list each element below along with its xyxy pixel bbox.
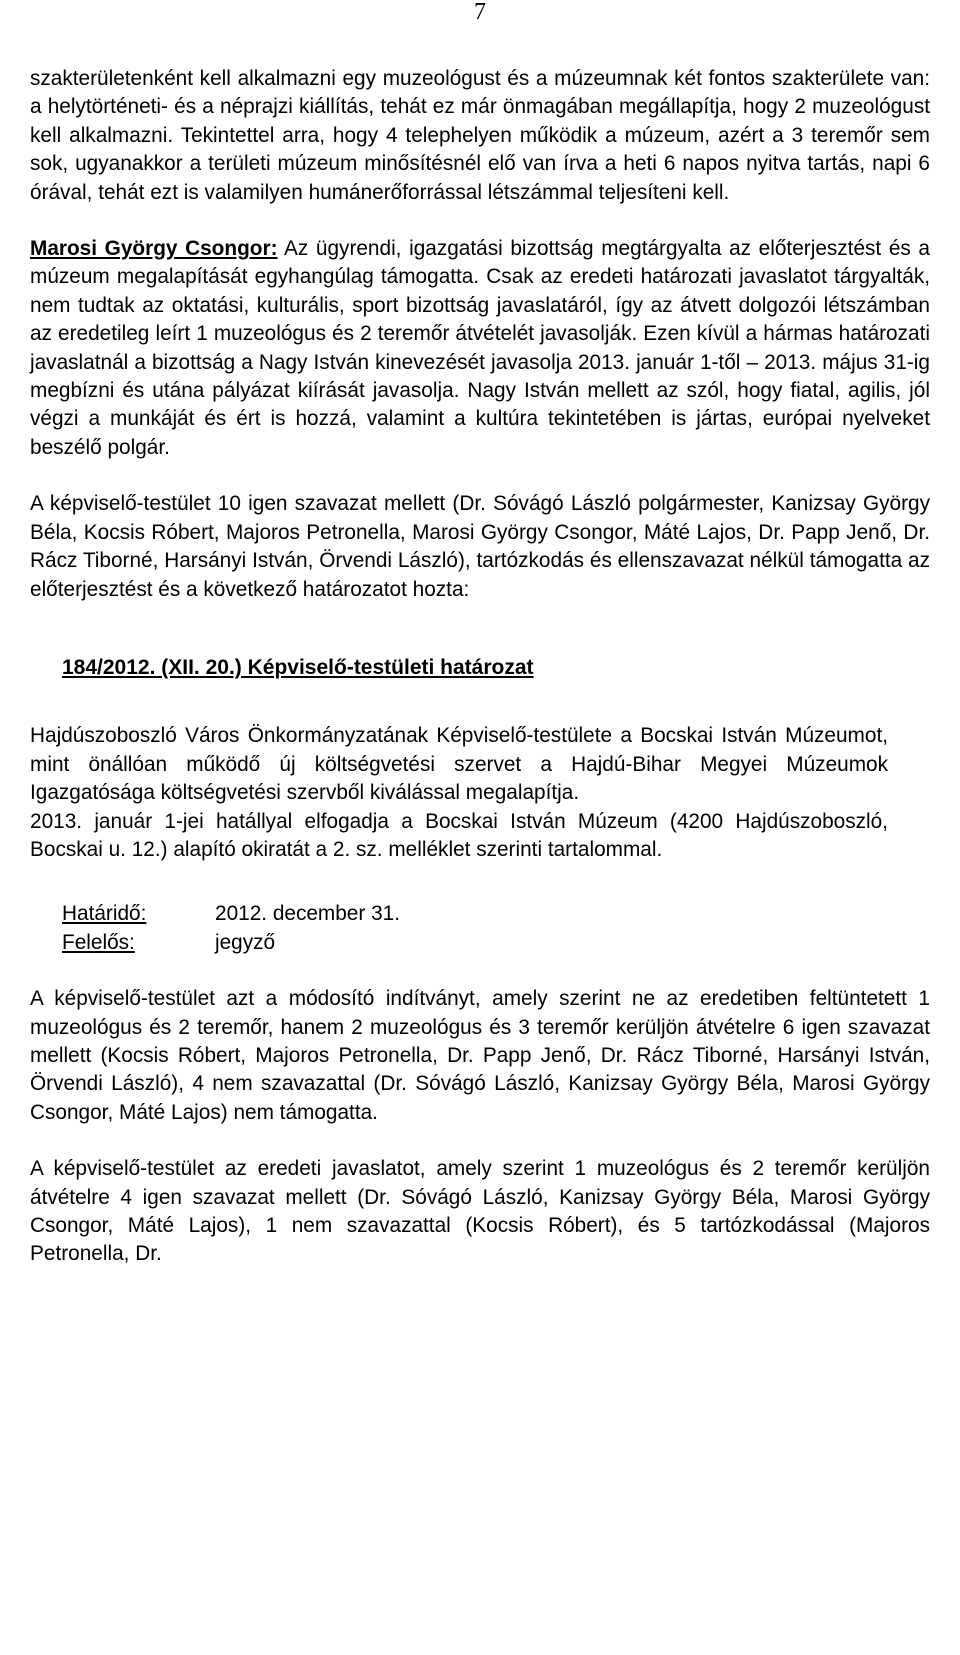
paragraph-committee-report xyxy=(30,235,930,462)
responsible-label: Felelős: xyxy=(62,930,135,954)
resolution-body-founding: Hajdúszoboszló Város Önkormányzatának Képviselő-testülete a Bocskai István Múzeumot, mint önállóan működő új költségvetési szervet a Hajdú-Bihar Megyei Múzeumok Igazgatósága költségvetési szervből kiválással megalapítja. xyxy=(30,724,888,805)
page-number: 7 xyxy=(474,0,486,25)
paragraph-amendment-vote: A képviselő-testület azt a módosító indítványt, amely szerint ne az eredetiben feltüntetett 1 muzeológus és 2 teremőr, hanem 2 muzeológus és 3 teremőr kerüljön átvételre 6 igen szavazat mellett (Kocsis Róbert, Majoros Petronella, Dr. Papp Jenő, Dr. Rácz Tiborné, Harsányi István, Örvendi László), 4 nem szavazattal (Dr. Sóvágó László, Kanizsay György Béla, Marosi György Csongor, Máté Lajos) nem támogatta. xyxy=(30,987,930,1124)
paragraph-original-proposal-vote: A képviselő-testület az eredeti javaslatot, amely szerint 1 muzeológus és 2 teremőr kerüljön átvételre 4 igen szavazat mellett (Dr. Sóvágó László, Kanizsay György Béla, Marosi György Csongor, Máté Lajos), 1 nem szavazattal (Kocsis Róbert), és 5 tartózkodással (Majoros Petronella, Dr. xyxy=(30,1157,930,1266)
deadline-label: Határidő: xyxy=(62,902,147,926)
deadline-row xyxy=(62,900,930,928)
deadline-value: 2012. december 31. xyxy=(215,902,400,926)
paragraph-vote-result: A képviselő-testület 10 igen szavazat mellett (Dr. Sóvágó László polgármester, Kanizsay György Béla, Kocsis Róbert, Majoros Petronella, Marosi György Csongor, Máté Lajos, Dr. Papp Jenő, Dr. Rácz Tiborné, Harsányi István, Örvendi László), tartózkodás és ellenszavazat nélkül támogatta az előterjesztést és a következő határozatot hozta: xyxy=(30,492,930,601)
speaker-statement: Az ügyrendi, igazgatási bizottság megtárgyalta az előterjesztést és a múzeum megalapítását egyhangúlag támogatta. Csak az eredeti határozati javaslatot tárgyalták, nem tudtak az oktatási, kulturális, sport bizottság javaslatáról, így az átvett dolgozói létszámban az eredetileg leírt 1 muzeológus és 2 teremőr átvételét javasolják. Ezen kívül a hármas határozati javaslatnál a bizottság a Nagy István kinevezését javasolja 2013. január 1-től – 2013. május 31-ig megbízni és utána pályázat kiírását javasolja. Nagy István mellett az szól, hogy fiatal, agilis, jól végzi a munkáját és ért is hozzá, valamint a kultúra tekintetében is jártas, európai nyelveket beszélő polgár. xyxy=(30,237,930,459)
responsible-value: jegyző xyxy=(215,930,276,954)
resolution-title: 184/2012. (XII. 20.) Képviselő-testületi határozat xyxy=(62,655,534,679)
document-body xyxy=(30,65,930,1269)
speaker-name: Marosi György Csongor: xyxy=(30,237,278,261)
responsible-row xyxy=(62,929,930,957)
resolution-body-charter: 2013. január 1-jei hatállyal elfogadja a Bocskai István Múzeum (4200 Hajdúszoboszló, Bocskai u. 12.) alapító okiratát a 2. sz. melléklet szerinti tartalommal. xyxy=(30,809,888,861)
paragraph-intro: szakterületenként kell alkalmazni egy muzeológust és a múzeumnak két fontos szakterülete van: a helytörténeti- és a néprajzi kiállítás, tehát ez már önmagában megállapítja, hogy 2 muzeológust kell alkalmazni. Tekintettel arra, hogy 4 telephelyen működik a múzeum, azért a 3 teremőr sem sok, ugyanakkor a területi múzeum minősítésnél elő van írva a heti 6 napos nyitva tartás, napi 6 órával, tehát ezt is valamilyen humánerőforrással létszámmal teljesíteni kell. xyxy=(30,67,930,204)
